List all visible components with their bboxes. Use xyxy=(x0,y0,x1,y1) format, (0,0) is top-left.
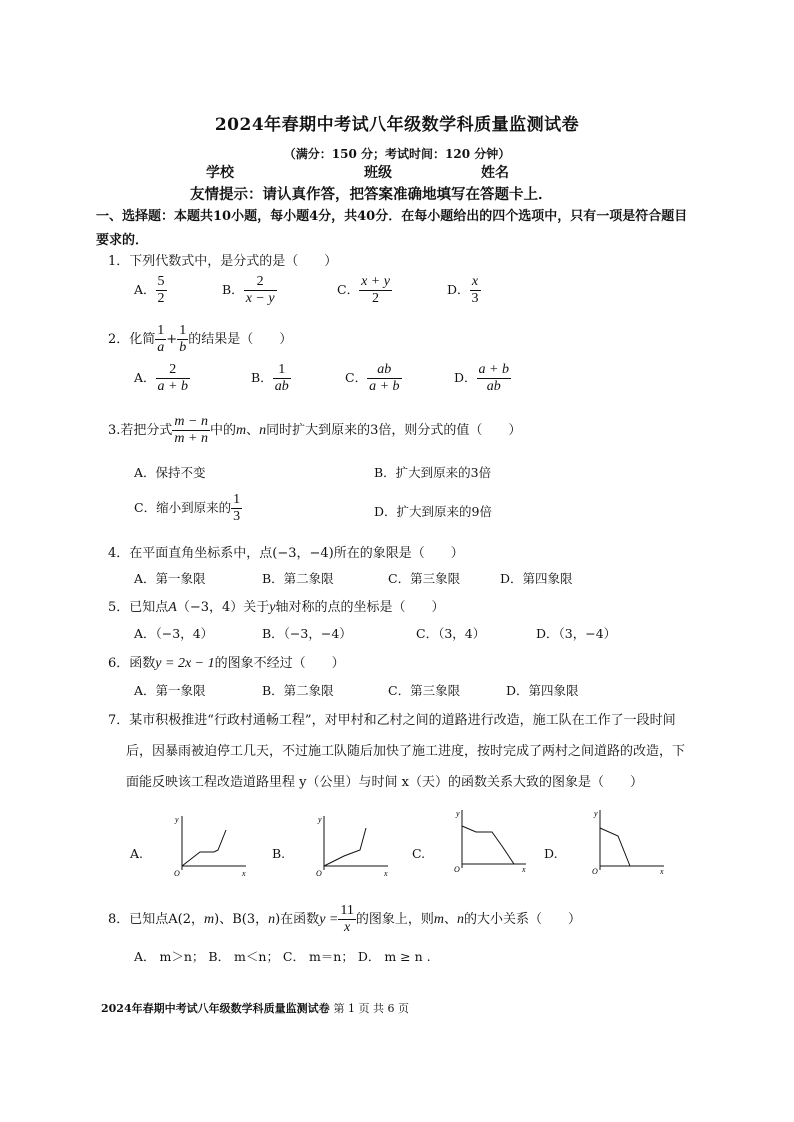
exam-info: （满分：150 分；考试时间：120 分钟） xyxy=(283,147,511,161)
origin-label: O xyxy=(592,867,598,874)
axis-y-label: y xyxy=(594,809,598,818)
page-footer xyxy=(101,1000,409,1016)
page-title: 2024年春期中考试八年级数学科质量监测试卷 xyxy=(214,115,580,135)
q7-option-a-label: A. xyxy=(130,846,144,861)
question-4-stem: 4．在平面直角坐标系中，点(−3，−4)所在的象限是（ ） xyxy=(108,546,464,561)
origin-label: O xyxy=(454,865,460,874)
q4-option-a: A．第一象限 xyxy=(134,571,206,586)
q2-option-b: B． $\frac{1}{ab}$ xyxy=(251,362,289,394)
question-5-stem: 5．已知点A（−3，4）关于y轴对称的点的坐标是（ ） xyxy=(108,600,445,615)
q5-option-a: A．（−3，4） xyxy=(134,626,214,641)
q1-option-a: A． $\frac{5}{2}$ xyxy=(134,274,165,306)
question-6-stem: 6．函数y = 2x − 1的图象不经过（ ） xyxy=(108,656,345,671)
q1-option-d: D． $\frac{x}{3}$ xyxy=(447,274,479,306)
origin-label: O xyxy=(174,869,180,878)
question-1-stem: 1．下列代数式中，是分式的是（ ） xyxy=(108,254,338,269)
page-number: 第 1 页 共 6 页 xyxy=(333,1002,409,1015)
axis-x-label: x xyxy=(660,867,664,874)
name-field-label: 姓名 xyxy=(481,165,509,181)
axis-y-label: y xyxy=(456,809,460,818)
q4-option-c: C．第三象限 xyxy=(388,571,461,586)
q6-option-d: D．第四象限 xyxy=(506,683,579,698)
q3-option-b: B．扩大到原来的3倍 xyxy=(374,465,492,480)
q6-option-a: A．第一象限 xyxy=(134,683,206,698)
axis-y-label: y xyxy=(175,815,179,824)
q3-option-a: A．保持不变 xyxy=(134,465,206,480)
q3-option-c: C．缩小到原来的 $\frac{1}{3}$ xyxy=(134,492,241,524)
footer-title: 2024年春期中考试八年级数学科质量监测试卷 xyxy=(101,1002,330,1015)
q2-option-a: A． $\frac{2}{a + b}$ xyxy=(134,362,188,394)
q5-option-b: B．（−3，−4） xyxy=(262,626,352,641)
question-2-stem: 2．化简 $\frac{1}{a}$ + $\frac{1}{b}$ 的结果是（ ） xyxy=(108,323,293,355)
axis-y-label: y xyxy=(318,815,322,824)
q1-option-c: C． $\frac{x + y}{2}$ xyxy=(337,274,390,306)
q2-option-d: D． $\frac{a + b}{ab}$ xyxy=(454,362,509,394)
q7-graph-d xyxy=(590,808,670,874)
question-8-stem: 8．已知点A(2，m)、B(3，n)在函数y = $\frac{11}{x}$ 的图象上，则m、n的大小关系（ ） xyxy=(108,903,582,935)
q7-graph-b xyxy=(314,812,394,878)
q5-option-c: C．（3，4） xyxy=(416,626,486,641)
origin-label: O xyxy=(316,869,322,878)
q4-option-b: B．第二象限 xyxy=(262,571,334,586)
axis-x-label: x xyxy=(384,869,388,878)
q6-option-b: B．第二象限 xyxy=(262,683,334,698)
q7-graph-a xyxy=(170,812,250,878)
q7-option-c-label: C. xyxy=(412,846,426,861)
q6-option-c: C．第三象限 xyxy=(388,683,461,698)
q5-option-d: D．（3，−4） xyxy=(536,626,617,641)
section-heading: 一、选择题：本题共10小题，每小题4分，共40分．在每小题给出的四个选项中，只有一项是符合题目要求的． xyxy=(96,209,688,248)
q7-option-b-label: B. xyxy=(272,846,286,861)
question-3-stem: 3.若把分式 $\frac{m - n}{m + n}$ 中的m、n同时扩大到原来的3倍，则分式的值（ ） xyxy=(108,414,522,446)
q1-option-b: B． $\frac{2}{x - y}$ xyxy=(222,274,275,306)
q7-graph-c xyxy=(452,808,532,874)
class-field-label: 班级 xyxy=(364,165,392,181)
friendly-tip: 友情提示：请认真作答，把答案准确地填写在答题卡上． xyxy=(190,186,553,203)
q3-option-d: D．扩大到原来的9倍 xyxy=(374,504,492,519)
q8-options: A． m＞n； B． m＜n； C． m＝n； D． m ≥ n . xyxy=(134,949,431,964)
axis-x-label: x xyxy=(522,865,526,874)
q2-option-c: C． $\frac{ab}{a + b}$ xyxy=(345,362,400,394)
axis-x-label: x xyxy=(242,869,246,878)
q4-option-d: D．第四象限 xyxy=(500,571,573,586)
q7-option-d-label: D. xyxy=(544,846,558,861)
question-7-stem: 7．某市积极推进“行政村通畅工程”，对甲村和乙村之间的道路进行改造，施工队在工作了一段时间后，因暴雨被迫停工几天，不过施工队随后加快了施工进度，按时完成了两村之间道路的改造，下面能反映该工程改造道路里程 y（公里）与时间 x（天）的函数关系大致的图象是（ ） xyxy=(108,713,686,790)
school-field-label: 学校 xyxy=(206,165,234,181)
